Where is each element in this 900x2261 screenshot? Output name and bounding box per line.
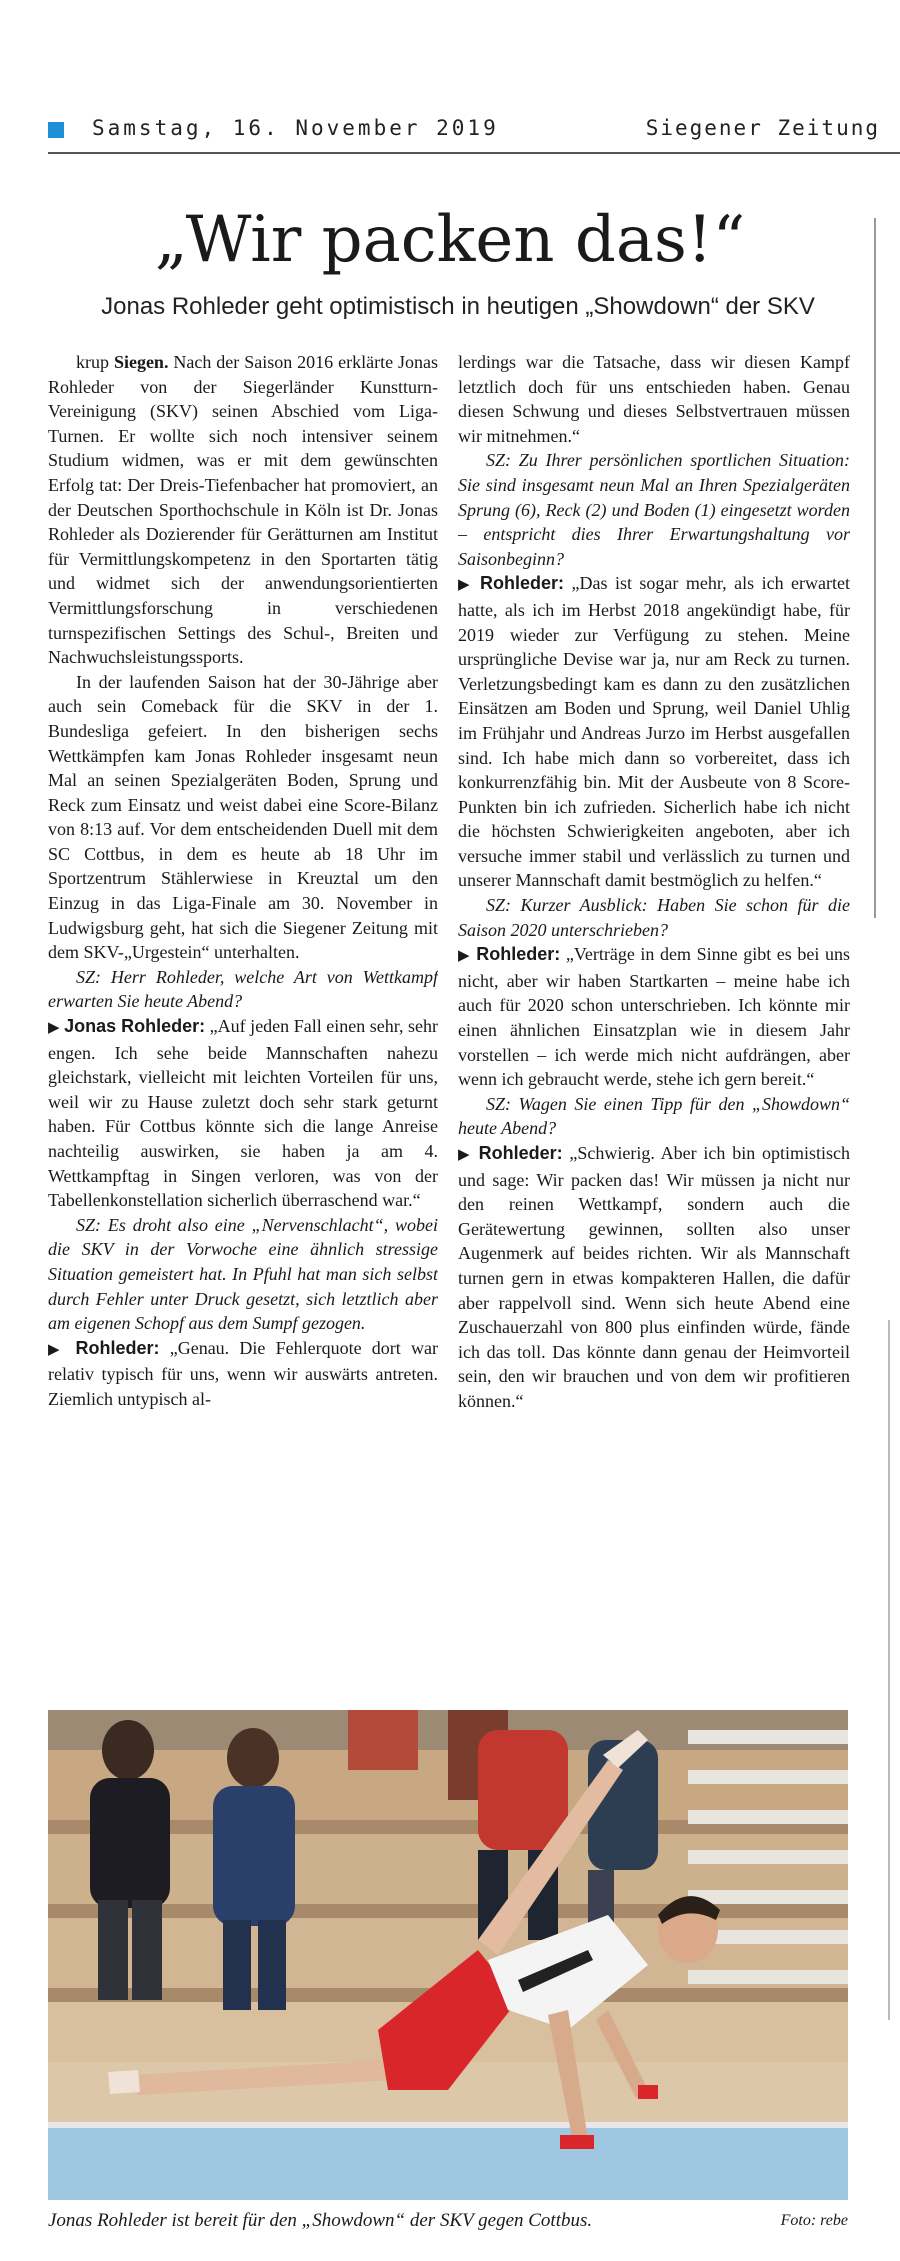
speaker-label: Rohleder: <box>476 944 561 965</box>
newspaper-name: Siegener Zeitung <box>645 116 880 140</box>
speaker-label: Rohleder: <box>480 573 565 594</box>
answer-3 <box>458 571 850 893</box>
page-header <box>48 112 900 156</box>
article-photo <box>48 1710 848 2200</box>
question-2: SZ: Es droht also eine „Nervenschlacht“, wobei die SKV in der Vorwoche eine ähnlich stressige Situation gemeistert hat. In Pfuhl hat man sich selbst durch Fehler unter Druck gesetzt, sich letztlich aber am eigenen Schopf aus dem Sumpf gezogen. <box>48 1214 438 1334</box>
caption-text: Jonas Rohleder ist bereit für den „Showdown“ der SKV gegen Cottbus. <box>48 2210 593 2231</box>
article-title: „Wir packen das!“ <box>154 203 746 277</box>
answer-text: „Genau. Die Fehlerquote dort war relativ typisch für uns, wenn wir auswärts antreten. Ziemlich untypisch al- <box>48 1337 438 1409</box>
speaker-label: Rohleder: <box>75 1337 160 1358</box>
triangle-bullet-icon: ▶ <box>458 948 471 965</box>
article-column-right <box>458 350 850 1690</box>
column-rule <box>874 218 876 918</box>
header-accent-square <box>48 122 64 138</box>
photo-credit: Foto: rebe <box>780 2212 848 2229</box>
question-5: SZ: Wagen Sie einen Tipp für den „Showdown“ heute Abend? <box>458 1093 850 1139</box>
triangle-bullet-icon: ▶ <box>48 1020 60 1037</box>
answer-4 <box>458 942 850 1092</box>
answer-2-continued: lerdings war die Tatsache, dass wir diesen Kampf letztlich doch für uns entschieden haben. Genau diesen Schwung und dieses Selbstvertrauen müssen wir mitnehmen.“ <box>458 352 850 446</box>
article-column-left <box>48 350 438 1690</box>
triangle-bullet-icon: ▶ <box>458 577 473 594</box>
header-rule <box>48 152 900 154</box>
question-3: SZ: Zu Ihrer persönlichen sportlichen Situation: Sie sind insgesamt neun Mal an Ihren Spezialgeräten Sprung (6), Reck (2) und Boden (1) eingesetzt worden – entspricht dies Ihrer Erwartungshaltung vor Saisonbeginn? <box>458 450 850 569</box>
answer-5 <box>458 1141 850 1414</box>
paragraph-2: In der laufenden Saison hat der 30-Jährige aber auch sein Comeback für die SKV in der 1. Bundesliga gefeiert. In den bisherigen sechs Wettkämpfen kam Jonas Rohleder insgesamt neun Mal an seinen Spezialgeräten Boden, Sprung und Reck zum Einsatz und weist dabei eine Score-Bilanz von 8:13 auf. Vor dem entscheidenden Duell mit dem SC Cottbus, in dem es heute ab 18 Uhr im Sportzentrum Stählerwiese in Kreuztal um den Einzug in das Liga-Finale am 30. November in Ludwigsburg geht, hat sich die Siegener Zeitung mit dem SKV-„Urgestein“ unterhalten. <box>48 671 438 963</box>
article-subtitle: Jonas Rohleder geht optimistisch in heutigen „Showdown“ der SKV <box>101 293 815 320</box>
speaker-label: Jonas Rohleder: <box>64 1016 206 1037</box>
author-tag: krup <box>76 352 114 372</box>
paragraph-intro <box>48 350 438 670</box>
column-rule-lower <box>888 1320 890 2020</box>
answer-text: „Schwierig. Aber ich bin optimistisch und sage: Wir packen das! Wir müssen ja nicht nur den reinen Wettkampf, sondern auch die Gerätewertung gewinnen, sollten also unser Augenmerk auf beides richten. Wir als Mannschaft turnen gern in etwas kompakteren Hallen, die dafür aber rappelvoll sind. Wenn sich heute Abend eine Zuschauerzahl von 800 plus einfinden würde, fände ich das toll. Das könnte dann genau der Heimvorteil sein, den wir brauchen und von dem wir profitieren können.“ <box>458 1143 850 1411</box>
question-1: SZ: Herr Rohleder, welche Art von Wettkampf erwarten Sie heute Abend? <box>48 966 438 1012</box>
issue-date: Samstag, 16. November 2019 <box>92 116 499 140</box>
triangle-bullet-icon: ▶ <box>48 1341 66 1358</box>
speaker-label: Rohleder: <box>478 1143 563 1163</box>
intro-text: Nach der Saison 2016 erklärte Jonas Rohleder von der Siegerländer Kunstturn-Vereinigung (SKV) seinen Abschied vom Liga-Turnen. Er wollte sich noch intensiver seinem Studium widmen, was er mit dem gewünschten Erfolg tat: Der Dreis-Tiefenbacher hat promoviert, an der Deutschen Sporthochschule in Köln ist Dr. Jonas Rohleder als Dozierender für Gerätturnen am Institut für Vermittlungskompetenz in den Sportarten tätig und widmet sich der anwendungsorientierten Vermittlungsforschung in verschiedenen turnspezifischen Settings des Schul-, Breiten und Nachwuchsleistungssports. <box>48 352 438 668</box>
answer-text: „Auf jeden Fall einen sehr, sehr engen. Ich sehe beide Mannschaften nahezu gleichstark, vielleicht mit leichten Vorteilen für uns, weil wir zu Hause zuletzt doch sehr stark geturnt haben. Für Cottbus könnte sich die lange Anreise nachteilig auswirken, sie haben ja am 4. Wettkampftag in Singen verloren, was von der Tabellenkonstellation sicherlich überraschend war.“ <box>48 1016 438 1211</box>
question-4: SZ: Kurzer Ausblick: Haben Sie schon für die Saison 2020 unterschrieben? <box>458 895 850 940</box>
answer-text: „Verträge in dem Sinne gibt es bei uns nicht, aber wir haben Startkarten – meine habe ich auch für 2020 schon unterschrieben. Ich könnte mir einen ähnlichen Einsatzplan wie in diesem Jahr vorstellen – ich werde mich nicht aufdrängen, aber wenn ich gebraucht werde, stehe ich gern bereit.“ <box>458 944 850 1090</box>
triangle-bullet-icon: ▶ <box>458 1147 472 1163</box>
gymnast-photo-illustration <box>48 1710 848 2200</box>
answer-2 <box>48 1336 438 1412</box>
dateline: Siegen. <box>113 352 169 372</box>
photo-caption <box>48 2210 848 2240</box>
answer-text: „Das ist sogar mehr, als ich erwartet hatte, als ich im Herbst 2018 angekündigt habe, für 2019 wieder zur Verfügung zu stehen. Meine ursprüngliche Devise war ja, nur am Reck zu turnen. Verletzungsbedingt kam es dann zu den zusätzlichen Einsätzen am Boden und Sprung, weil Daniel Uhlig im Frühjahr und Andreas Jurzo im Herbst ausgefallen sind. Ich habe mich dann so vorbereitet, dass ich konkurrenzfähig bin. Mit der Ausbeute von 8 Score-Punkten bin ich zufrieden. Sicherlich habe ich nicht die höchsten Schwierigkeiten angeboten, aber ich versuche immer stabil und verlässlich zu turnen und unserer Mannschaft damit bestmöglich zu helfen.“ <box>458 573 850 891</box>
answer-1 <box>48 1014 438 1213</box>
